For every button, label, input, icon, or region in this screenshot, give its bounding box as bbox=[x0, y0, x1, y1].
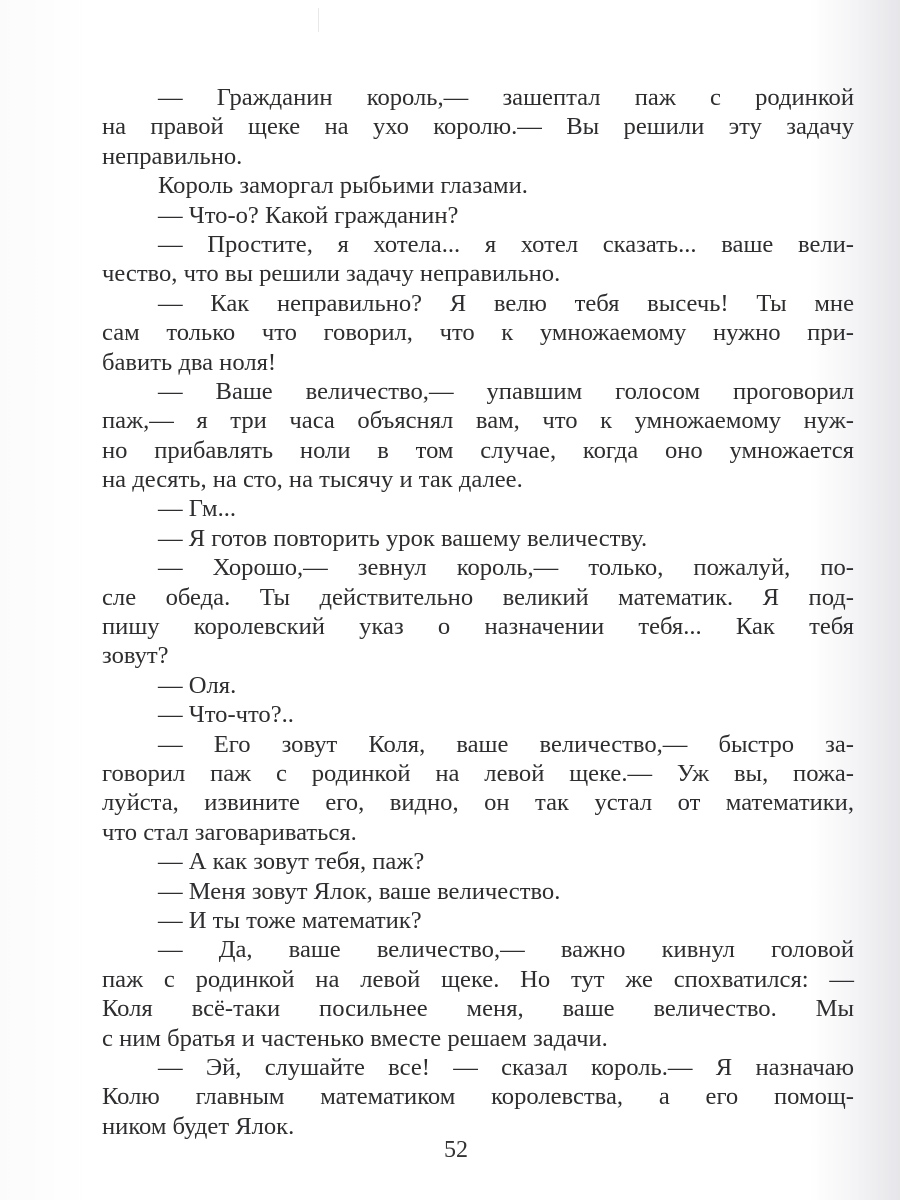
text-line: с ним братья и частенько вместе решаем задачи. bbox=[102, 1024, 608, 1052]
page-number: 52 bbox=[444, 1137, 468, 1163]
text-line: неправильно. bbox=[102, 142, 243, 170]
text-line: — Да, ваше величество,— важно кивнул головой bbox=[158, 936, 854, 964]
text-line: паж,— я три часа объяснял вам, что к умножаемому нуж- bbox=[102, 407, 854, 435]
scan-artifact-line bbox=[318, 8, 319, 32]
text-line: ником будет Ялок. bbox=[102, 1112, 295, 1140]
text-line: пишу королевский указ о назначении тебя... Как тебя bbox=[102, 613, 854, 641]
text-line: но прибавлять ноли в том случае, когда оно умножается bbox=[102, 436, 854, 464]
text-line: — Как неправильно? Я велю тебя высечь! Ты мне bbox=[158, 289, 854, 317]
text-line: — Ваше величество,— упавшим голосом проговорил bbox=[158, 377, 854, 405]
text-line: — Меня зовут Ялок, ваше величество. bbox=[158, 877, 561, 905]
text-line: на десять, на сто, на тысячу и так далее. bbox=[102, 466, 523, 494]
text-line: — Гражданин король,— зашептал паж с родинкой bbox=[158, 84, 854, 111]
text-line: зовут? bbox=[102, 642, 169, 670]
text-line: — Хорошо,— зевнул король,— только, пожалуй, по- bbox=[158, 554, 854, 582]
text-line: говорил паж с родинкой на левой щеке.— Уж вы, пожа- bbox=[102, 759, 854, 787]
text-line: — Его зовут Коля, ваше величество,— быстро за- bbox=[158, 730, 854, 758]
text-line: — Простите, я хотела... я хотел сказать... ваше вели- bbox=[158, 230, 854, 258]
text-line: — И ты тоже математик? bbox=[158, 906, 422, 934]
text-line: Король заморгал рыбьими глазами. bbox=[158, 172, 528, 200]
text-line: чество, что вы решили задачу неправильно. bbox=[102, 260, 561, 288]
body-text bbox=[102, 83, 854, 1141]
text-line: — Что-что?.. bbox=[158, 701, 294, 729]
text-line: сле обеда. Ты действительно великий математик. Я под- bbox=[102, 583, 854, 611]
text-line: — А как зовут тебя, паж? bbox=[158, 848, 425, 876]
text-line: бавить два ноля! bbox=[102, 348, 277, 376]
text-line: паж с родинкой на левой щеке. Но тут же спохватился: — bbox=[102, 965, 854, 993]
text-line: — Эй, слушайте все! — сказал король.— Я назначаю bbox=[158, 1053, 854, 1081]
text-line: на правой щеке на ухо королю.— Вы решили эту задачу bbox=[102, 113, 854, 141]
text-line: Коля всё-таки посильнее меня, ваше величество. Мы bbox=[102, 995, 854, 1023]
text-line: — Оля. bbox=[158, 671, 237, 699]
text-line: — Что-о? Какой гражданин? bbox=[158, 201, 459, 229]
text-line: что стал заговариваться. bbox=[102, 818, 357, 846]
text-line: — Я готов повторить урок вашему величеству. bbox=[158, 524, 648, 552]
text-line: сам только что говорил, что к умножаемому нужно при- bbox=[102, 319, 854, 347]
text-line: луйста, извините его, видно, он так устал от математики, bbox=[102, 789, 854, 817]
text-line: — Гм... bbox=[158, 495, 237, 523]
text-line: Колю главным математиком королевства, а его помощ- bbox=[102, 1083, 854, 1111]
